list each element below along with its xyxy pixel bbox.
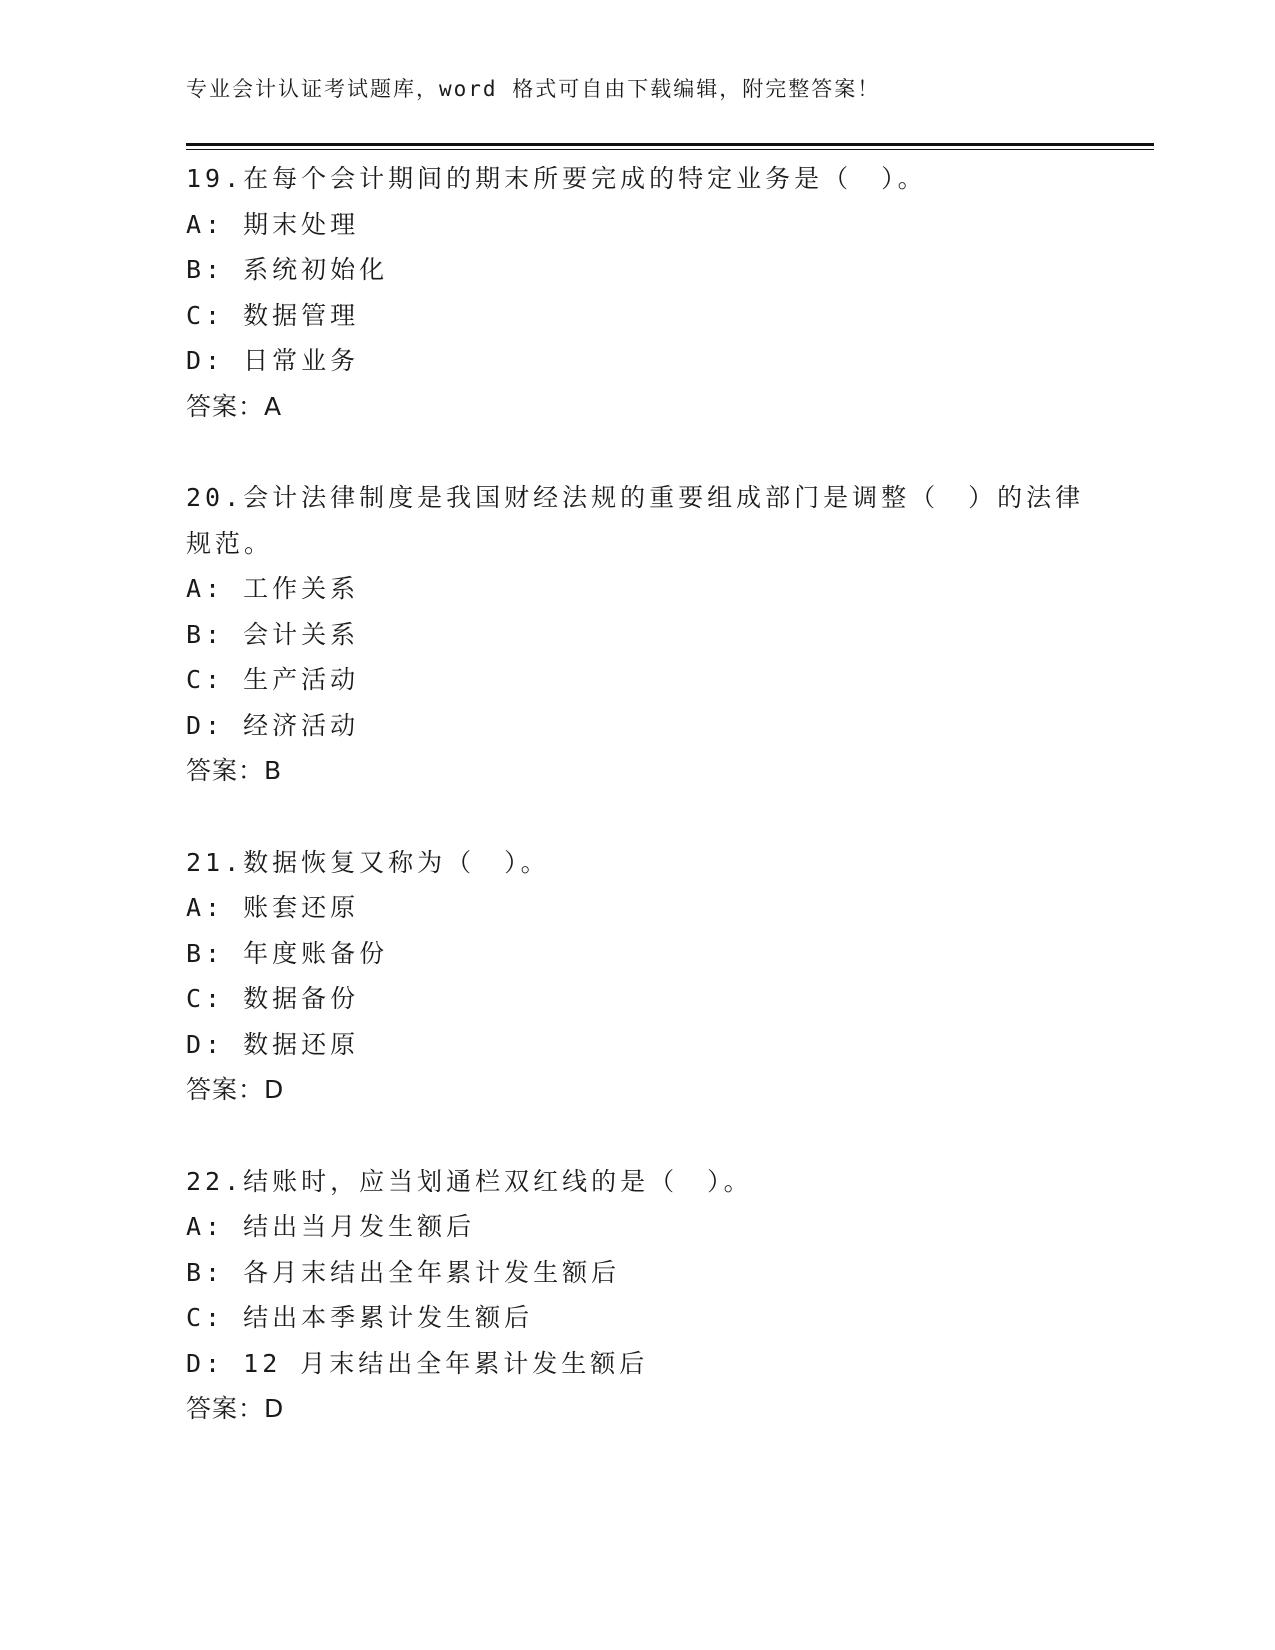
question-stem: 19.在每个会计期间的期末所要完成的特定业务是（ ）。 — [186, 164, 927, 193]
question-21 — [186, 840, 1086, 1113]
question-stem: 22.结账时，应当划通栏双红线的是（ ）。 — [186, 1166, 753, 1196]
option-b: B: 系统初始化 — [186, 255, 389, 284]
question-list — [186, 156, 1086, 1478]
option-a: A: 工作关系 — [186, 574, 360, 603]
option-c: C: 数据管理 — [186, 300, 360, 330]
question-20 — [186, 475, 1086, 794]
option-b: B: 会计关系 — [186, 619, 360, 649]
page-header: 专业会计认证考试题库，word 格式可自由下载编辑，附完整答案！ — [186, 77, 881, 101]
answer-line: 答案：B — [186, 756, 283, 785]
question-22 — [186, 1159, 1086, 1432]
option-a: A: 期末处理 — [186, 209, 360, 239]
header-double-rule — [186, 143, 1154, 150]
option-c: C: 数据备份 — [186, 984, 360, 1013]
option-d: D: 12 月末结出全年累计发生额后 — [186, 1348, 649, 1378]
question-19 — [186, 156, 1086, 429]
option-c: C: 结出本季累计发生额后 — [186, 1303, 534, 1332]
option-d: D: 日常业务 — [186, 346, 360, 375]
option-b: B: 各月末结出全年累计发生额后 — [186, 1257, 621, 1287]
question-stem: 21.数据恢复又称为（ ）。 — [186, 847, 550, 877]
question-stem: 20.会计法律制度是我国财经法规的重要组成部门是调整（ ）的法律规范。 — [186, 483, 1085, 558]
option-c: C: 生产活动 — [186, 665, 360, 694]
answer-line: 答案：D — [186, 1394, 285, 1423]
option-b: B: 年度账备份 — [186, 938, 389, 968]
option-d: D: 经济活动 — [186, 710, 360, 740]
answer-line: 答案：A — [186, 391, 283, 421]
option-d: D: 数据还原 — [186, 1029, 360, 1059]
option-a: A: 结出当月发生额后 — [186, 1212, 476, 1241]
option-a: A: 账套还原 — [186, 893, 360, 922]
answer-line: 答案：D — [186, 1075, 285, 1104]
